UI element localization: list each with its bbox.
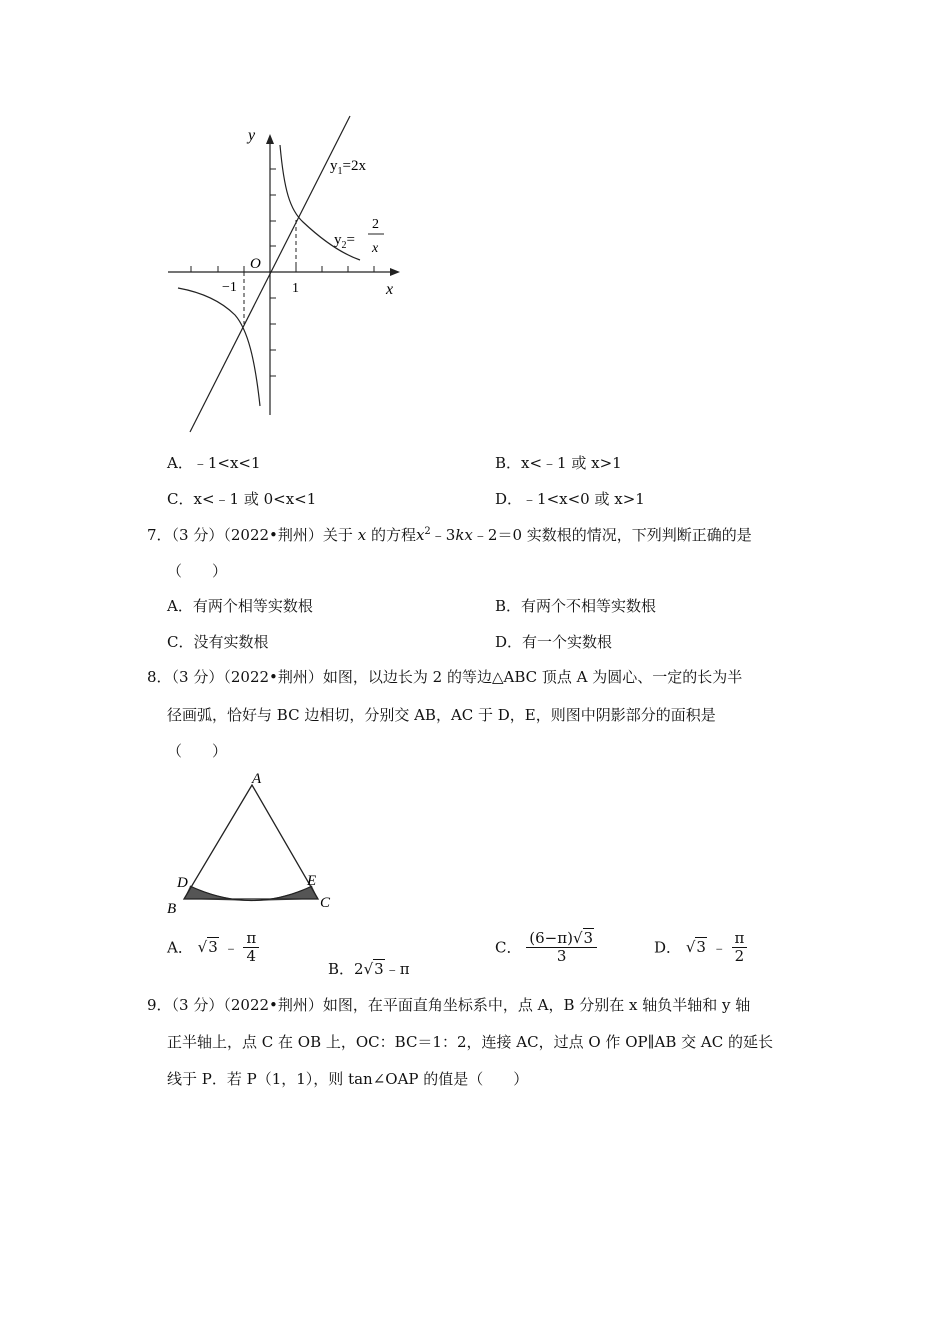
q7-stem: 7．（3 分）（2022•荆州）关于 x 的方程$x^2﹣3kx﹣2=0$ 实数根的情况，下列判断正确的是 — [147, 526, 752, 544]
q8-stem-line2: 径画弧，恰好与 BC 边相切，分别交 AB，AC 于 D，E，则图中阴影部分的面积是 — [167, 706, 716, 724]
label-b: B — [167, 901, 177, 917]
q8-stem-line1: 8．（3 分）（2022•荆州）如图，以边长为 2 的等边△ABC 顶点 A 为圆心、一定的长为半 — [147, 668, 743, 686]
q6-option-b[interactable]: B．x<﹣1 或 x>1 — [495, 454, 622, 472]
line-label: $y_1=2x$ — [330, 158, 366, 177]
q9-stem-line3: 线于 P．若 P（1，1），则 tan∠OAP 的值是（ ） — [167, 1070, 529, 1088]
q7-option-c[interactable]: C．没有实数根 — [167, 633, 269, 651]
q6-option-d[interactable]: D．﹣1<x<0 或 x>1 — [495, 490, 645, 508]
triangle-abc — [184, 785, 318, 899]
q7-option-d[interactable]: D．有一个实数根 — [495, 633, 613, 651]
q8-option-d[interactable]: D． √3 ﹣ $\frac{\pi}{2}$ — [654, 930, 747, 964]
q6-option-a[interactable]: A．﹣1<x<1 — [167, 454, 261, 472]
hyperbola-frac-num: 2 — [372, 217, 379, 232]
label-a: A — [252, 771, 262, 787]
y-axis-label: y — [248, 127, 256, 144]
q7-option-b[interactable]: B．有两个不相等实数根 — [495, 597, 657, 615]
hyperbola-branch-3 — [178, 288, 260, 406]
q7-option-a[interactable]: A．有两个相等实数根 — [167, 597, 313, 615]
q8-answer-paren: （ ） — [167, 742, 228, 760]
origin-label: O — [250, 256, 261, 272]
label-c: C — [320, 895, 331, 911]
x-ticks — [191, 266, 374, 272]
function-graph — [160, 110, 410, 440]
y-axis-arrow — [266, 134, 274, 144]
q7-answer-paren: （ ） — [167, 562, 228, 580]
hyperbola-label: $y_2=$ — [334, 232, 355, 251]
triangle-figure — [160, 765, 350, 917]
q9-stem-line2: 正半轴上，点 C 在 OB 上，OC：BC＝1：2，连接 AC，过点 O 作 OP∥AB 交 AC 的延长 — [167, 1033, 773, 1051]
q9-stem-line1: 9．（3 分）（2022•荆州）如图，在平面直角坐标系中，点 A，B 分别在 x 轴负半轴和 y 轴 — [147, 996, 751, 1014]
tick-label-neg1: −1 — [222, 280, 237, 295]
q8-option-c[interactable]: C． $\frac{(6-\pi)√3}{3}$ — [495, 930, 597, 964]
hyperbola-frac-den: x — [372, 241, 379, 256]
q6-option-c[interactable]: C．x<﹣1 或 0<x<1 — [167, 490, 317, 508]
label-e: E — [307, 873, 317, 889]
q8-option-a[interactable]: A． √3 ﹣ $\frac{\pi}{4}$ — [167, 930, 259, 964]
tick-label-1: 1 — [292, 281, 299, 296]
x-axis-arrow — [390, 268, 400, 276]
label-d: D — [177, 875, 188, 891]
q8-option-b[interactable]: B．2√3﹣π — [328, 960, 410, 978]
x-axis-label: x — [386, 281, 394, 298]
